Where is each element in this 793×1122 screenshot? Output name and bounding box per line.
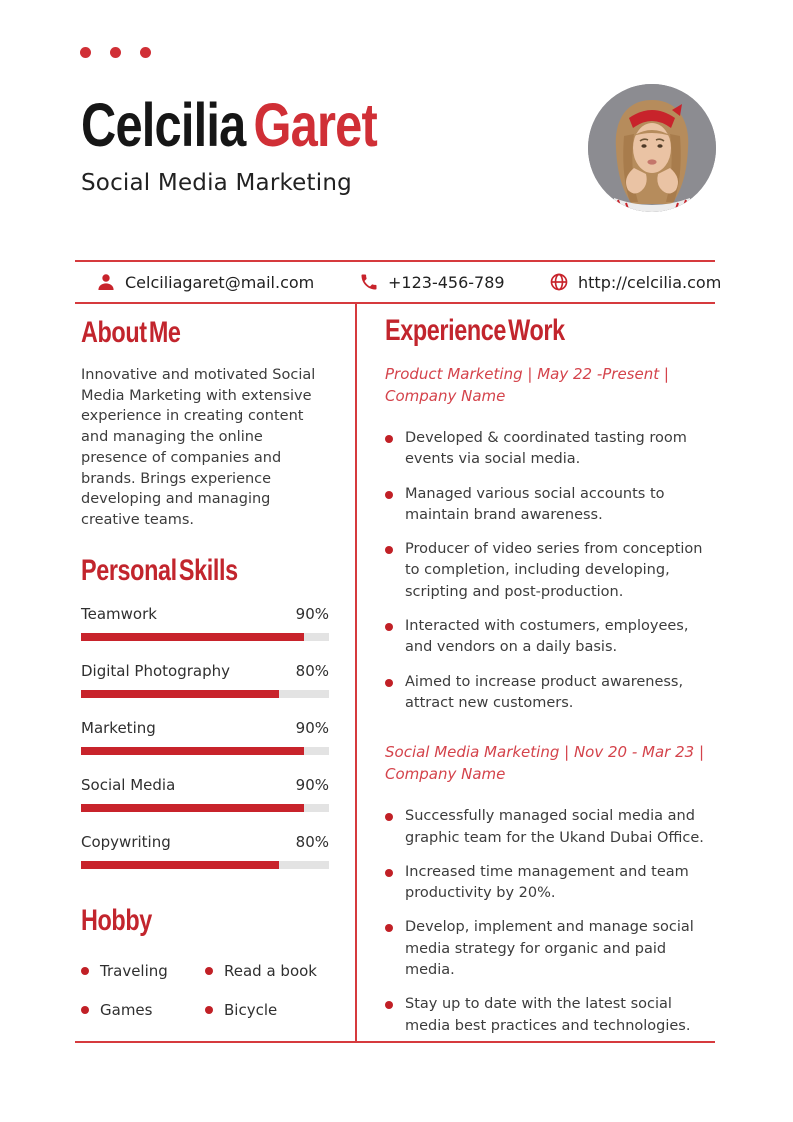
skill-label: Social Media xyxy=(81,775,176,794)
job-heading: Social Media Marketing | Nov 20 - Mar 23 | Company Name xyxy=(385,743,704,784)
about-text: Innovative and motivated Social Media Marketing with extensive experience in creating content and managing the online presence of companies and brands. Brings experience developing and managing creative teams. xyxy=(81,367,316,528)
first-name: Celcilia xyxy=(81,91,246,159)
bullet-dot-icon xyxy=(385,546,393,554)
skill-item xyxy=(81,605,329,641)
job-bullets xyxy=(385,806,715,1037)
profile-photo-illustration xyxy=(588,84,716,212)
bullet-item xyxy=(385,616,715,659)
skill-percent: 80% xyxy=(295,661,329,680)
skill-label: Marketing xyxy=(81,718,156,737)
hobby-label: Bicycle xyxy=(224,1000,278,1019)
bullet-item xyxy=(385,539,715,603)
bullet-item xyxy=(385,994,715,1037)
bullet-dot-icon xyxy=(205,1006,213,1014)
bullet-dot-icon xyxy=(385,924,393,932)
hobby-item xyxy=(81,962,205,980)
email-value[interactable]: Celciliagaret@mail.com xyxy=(125,272,315,292)
column-divider xyxy=(355,302,357,1042)
profile-photo xyxy=(588,84,716,212)
skill-bar-fill xyxy=(81,861,279,869)
last-name: Garet xyxy=(253,91,377,159)
skill-bar-track xyxy=(81,633,329,641)
skill-bar-fill xyxy=(81,690,279,698)
skill-percent: 90% xyxy=(295,718,329,737)
dot-icon xyxy=(80,47,91,58)
bullet-dot-icon xyxy=(385,491,393,499)
bullet-item xyxy=(385,862,715,905)
bullet-dot-icon xyxy=(385,435,393,443)
hobby-label: Traveling xyxy=(100,961,168,980)
skill-bar-track xyxy=(81,690,329,698)
bullet-dot-icon xyxy=(385,813,393,821)
bullet-item xyxy=(385,672,715,715)
skill-item xyxy=(81,662,329,698)
hobby-label: Read a book xyxy=(224,961,317,980)
contact-bar xyxy=(75,260,722,304)
skill-bar-fill xyxy=(81,633,304,641)
bullet-text: Stay up to date with the latest social media best practices and technologies. xyxy=(405,996,691,1034)
bullet-text: Aimed to increase product awareness, attract new customers. xyxy=(405,673,684,711)
hobby-label: Games xyxy=(100,1000,153,1019)
skill-bar-fill xyxy=(81,747,304,755)
job-heading: Product Marketing | May 22 -Present | Company Name xyxy=(385,365,669,405)
bullet-dot-icon xyxy=(385,1001,393,1009)
skill-item xyxy=(81,833,329,869)
bullet-text: Managed various social accounts to maintain brand awareness. xyxy=(405,485,665,523)
skill-label: Copywriting xyxy=(81,832,171,851)
skill-percent: 90% xyxy=(295,604,329,623)
skill-percent: 90% xyxy=(295,775,329,794)
bullet-dot-icon xyxy=(81,1006,89,1014)
experience-section-title: Experience Work xyxy=(385,314,565,347)
job-entry xyxy=(385,741,715,1037)
decorative-dots xyxy=(80,47,151,58)
skill-bar-track xyxy=(81,861,329,869)
about-section-title: About Me xyxy=(81,316,181,349)
bullet-text: Developed & coordinated tasting room events via social media. xyxy=(405,430,687,468)
bullet-item xyxy=(385,917,715,981)
contact-email xyxy=(96,262,314,302)
bullet-text: Interacted with costumers, employees, and vendors on a daily basis. xyxy=(405,618,689,656)
globe-icon xyxy=(549,272,569,292)
person-name xyxy=(81,91,377,159)
right-column xyxy=(385,316,715,1050)
skill-label: Digital Photography xyxy=(81,661,230,680)
bullet-item xyxy=(385,484,715,527)
contact-website xyxy=(549,262,721,302)
skill-item xyxy=(81,776,329,812)
bullet-text: Develop, implement and manage social media strategy for organic and paid media. xyxy=(405,919,694,979)
job-entry xyxy=(385,363,715,714)
job-bullets xyxy=(385,428,715,714)
person-icon xyxy=(96,272,116,292)
hobby-section xyxy=(81,903,329,1019)
bullet-dot-icon xyxy=(205,967,213,975)
bullet-dot-icon xyxy=(81,967,89,975)
bullet-item xyxy=(385,428,715,471)
skill-bar-fill xyxy=(81,804,304,812)
hobby-item xyxy=(205,962,329,980)
bullet-dot-icon xyxy=(385,679,393,687)
skill-percent: 80% xyxy=(295,832,329,851)
skill-bar-track xyxy=(81,747,329,755)
header xyxy=(81,91,451,196)
skills-section-title: Personal Skills xyxy=(81,553,238,587)
left-column xyxy=(81,318,329,1019)
phone-value[interactable]: +123-456-789 xyxy=(388,272,505,292)
bullet-text: Producer of video series from conception to completion, including developing, scripting and post-production. xyxy=(405,541,703,600)
skill-bar-track xyxy=(81,804,329,812)
hobby-section-title: Hobby xyxy=(81,903,152,937)
bullet-item xyxy=(385,806,715,849)
dot-icon xyxy=(110,47,121,58)
bullet-text: Increased time management and team productivity by 20%. xyxy=(405,863,689,902)
skill-item xyxy=(81,719,329,755)
job-title-subtitle: Social Media Marketing xyxy=(81,170,352,196)
contact-phone xyxy=(359,262,505,302)
website-value[interactable]: http://celcilia.com xyxy=(578,272,722,292)
bullet-text: Successfully managed social media and graphic team for the Ukand Dubai Office. xyxy=(405,808,704,846)
hobby-item xyxy=(205,1001,329,1019)
skills-section xyxy=(81,553,329,869)
bullet-dot-icon xyxy=(385,869,393,877)
skill-label: Teamwork xyxy=(81,604,157,623)
hobby-item xyxy=(81,1001,205,1019)
dot-icon xyxy=(140,47,151,58)
bullet-dot-icon xyxy=(385,623,393,631)
phone-icon xyxy=(359,272,379,292)
